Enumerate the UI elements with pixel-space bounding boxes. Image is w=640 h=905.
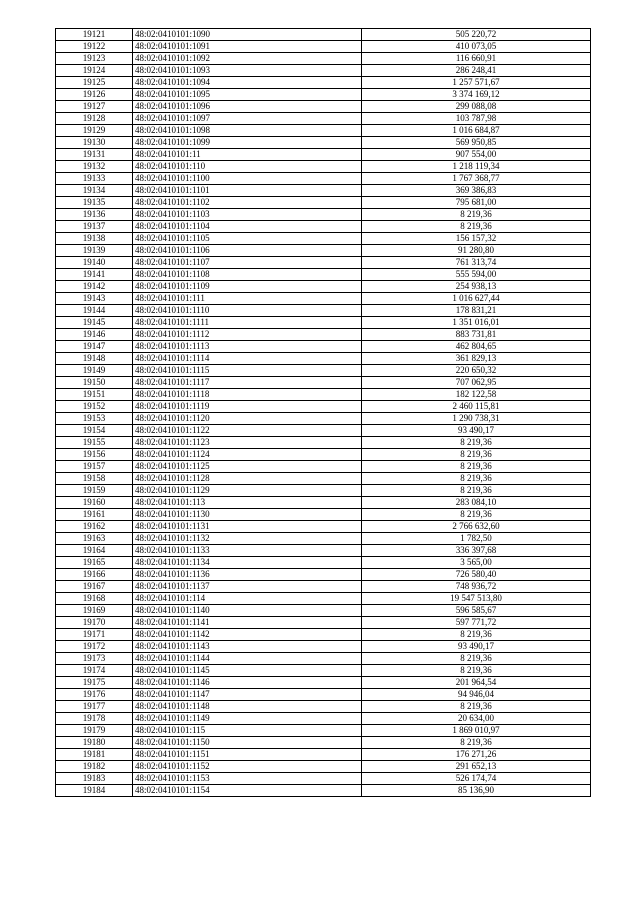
cadastral-number-cell: 48:02:0410101:1146	[133, 677, 362, 689]
cadastral-value-cell: 8 219,36	[362, 461, 591, 473]
cadastral-number-cell: 48:02:0410101:1104	[133, 221, 362, 233]
row-number-cell: 19153	[56, 413, 133, 425]
cadastral-number-cell: 48:02:0410101:1095	[133, 89, 362, 101]
row-number-cell: 19174	[56, 665, 133, 677]
row-number-cell: 19167	[56, 581, 133, 593]
table-row	[56, 701, 591, 713]
table-row	[56, 185, 591, 197]
cadastral-number-cell: 48:02:0410101:1137	[133, 581, 362, 593]
row-number-cell: 19147	[56, 341, 133, 353]
table-row	[56, 65, 591, 77]
table-row	[56, 293, 591, 305]
row-number-cell: 19182	[56, 761, 133, 773]
row-number-cell: 19138	[56, 233, 133, 245]
table-row	[56, 389, 591, 401]
cadastral-number-cell: 48:02:0410101:1152	[133, 761, 362, 773]
table-row	[56, 737, 591, 749]
row-number-cell: 19137	[56, 221, 133, 233]
cadastral-value-cell: 761 313,74	[362, 257, 591, 269]
cadastral-value-cell: 505 220,72	[362, 29, 591, 41]
table-row	[56, 605, 591, 617]
cadastral-value-cell: 20 634,00	[362, 713, 591, 725]
cadastral-number-cell: 48:02:0410101:1090	[133, 29, 362, 41]
cadastral-number-cell: 48:02:0410101:1108	[133, 269, 362, 281]
row-number-cell: 19169	[56, 605, 133, 617]
row-number-cell: 19178	[56, 713, 133, 725]
cadastral-number-cell: 48:02:0410101:1149	[133, 713, 362, 725]
cadastral-number-cell: 48:02:0410101:1094	[133, 77, 362, 89]
row-number-cell: 19143	[56, 293, 133, 305]
cadastral-number-cell: 48:02:0410101:1153	[133, 773, 362, 785]
table-row	[56, 725, 591, 737]
row-number-cell: 19130	[56, 137, 133, 149]
table-row	[56, 221, 591, 233]
table-row	[56, 785, 591, 797]
cadastral-value-cell: 8 219,36	[362, 629, 591, 641]
cadastral-number-cell: 48:02:0410101:1107	[133, 257, 362, 269]
table-row	[56, 545, 591, 557]
row-number-cell: 19141	[56, 269, 133, 281]
row-number-cell: 19135	[56, 197, 133, 209]
table-row	[56, 437, 591, 449]
cadastral-number-cell: 48:02:0410101:1141	[133, 617, 362, 629]
cadastral-number-cell: 48:02:0410101:1136	[133, 569, 362, 581]
row-number-cell: 19121	[56, 29, 133, 41]
cadastral-value-cell: 883 731,81	[362, 329, 591, 341]
cadastral-value-cell: 3 565,00	[362, 557, 591, 569]
cadastral-number-cell: 48:02:0410101:1101	[133, 185, 362, 197]
cadastral-value-cell: 8 219,36	[362, 221, 591, 233]
table-row	[56, 713, 591, 725]
cadastral-value-cell: 8 219,36	[362, 737, 591, 749]
cadastral-number-cell: 48:02:0410101:1113	[133, 341, 362, 353]
table-row	[56, 761, 591, 773]
cadastral-value-cell: 555 594,00	[362, 269, 591, 281]
cadastral-value-cell: 707 062,95	[362, 377, 591, 389]
row-number-cell: 19126	[56, 89, 133, 101]
row-number-cell: 19142	[56, 281, 133, 293]
row-number-cell: 19132	[56, 161, 133, 173]
cadastral-number-cell: 48:02:0410101:1103	[133, 209, 362, 221]
table-row	[56, 137, 591, 149]
row-number-cell: 19181	[56, 749, 133, 761]
row-number-cell: 19140	[56, 257, 133, 269]
cadastral-value-cell: 3 374 169,12	[362, 89, 591, 101]
table-row	[56, 197, 591, 209]
cadastral-number-cell: 48:02:0410101:1145	[133, 665, 362, 677]
cadastral-number-cell: 48:02:0410101:1119	[133, 401, 362, 413]
row-number-cell: 19166	[56, 569, 133, 581]
row-number-cell: 19151	[56, 389, 133, 401]
cadastral-number-cell: 48:02:0410101:1129	[133, 485, 362, 497]
cadastral-value-cell: 8 219,36	[362, 209, 591, 221]
cadastral-number-cell: 48:02:0410101:1143	[133, 641, 362, 653]
cadastral-number-cell: 48:02:0410101:1118	[133, 389, 362, 401]
cadastral-value-cell: 369 386,83	[362, 185, 591, 197]
cadastral-value-cell: 8 219,36	[362, 449, 591, 461]
cadastral-number-cell: 48:02:0410101:115	[133, 725, 362, 737]
cadastral-number-cell: 48:02:0410101:1140	[133, 605, 362, 617]
table-row	[56, 449, 591, 461]
row-number-cell: 19179	[56, 725, 133, 737]
row-number-cell: 19158	[56, 473, 133, 485]
row-number-cell: 19170	[56, 617, 133, 629]
row-number-cell: 19164	[56, 545, 133, 557]
row-number-cell: 19129	[56, 125, 133, 137]
cadastral-value-cell: 283 084,10	[362, 497, 591, 509]
cadastral-number-cell: 48:02:0410101:113	[133, 497, 362, 509]
cadastral-value-cell: 8 219,36	[362, 701, 591, 713]
table-row	[56, 149, 591, 161]
cadastral-number-cell: 48:02:0410101:1148	[133, 701, 362, 713]
cadastral-number-cell: 48:02:0410101:1092	[133, 53, 362, 65]
cadastral-number-cell: 48:02:0410101:1102	[133, 197, 362, 209]
row-number-cell: 19162	[56, 521, 133, 533]
row-number-cell: 19127	[56, 101, 133, 113]
row-number-cell: 19160	[56, 497, 133, 509]
cadastral-value-cell: 748 936,72	[362, 581, 591, 593]
cadastral-value-cell: 597 771,72	[362, 617, 591, 629]
row-number-cell: 19125	[56, 77, 133, 89]
table-row	[56, 557, 591, 569]
cadastral-number-cell: 48:02:0410101:1123	[133, 437, 362, 449]
cadastral-number-cell: 48:02:0410101:1114	[133, 353, 362, 365]
cadastral-value-cell: 1 869 010,97	[362, 725, 591, 737]
cadastral-number-cell: 48:02:0410101:1150	[133, 737, 362, 749]
cadastral-value-cell: 795 681,00	[362, 197, 591, 209]
table-row	[56, 233, 591, 245]
row-number-cell: 19144	[56, 305, 133, 317]
row-number-cell: 19173	[56, 653, 133, 665]
cadastral-value-cell: 907 554,00	[362, 149, 591, 161]
row-number-cell: 19123	[56, 53, 133, 65]
table-row	[56, 281, 591, 293]
cadastral-value-cell: 178 831,21	[362, 305, 591, 317]
table-row	[56, 53, 591, 65]
table-row	[56, 245, 591, 257]
table-row	[56, 629, 591, 641]
table-row	[56, 77, 591, 89]
row-number-cell: 19168	[56, 593, 133, 605]
cadastral-number-cell: 48:02:0410101:1120	[133, 413, 362, 425]
row-number-cell: 19155	[56, 437, 133, 449]
row-number-cell: 19176	[56, 689, 133, 701]
table-row	[56, 473, 591, 485]
table-row	[56, 581, 591, 593]
cadastral-value-cell: 19 547 513,80	[362, 593, 591, 605]
cadastral-number-cell: 48:02:0410101:1093	[133, 65, 362, 77]
row-number-cell: 19134	[56, 185, 133, 197]
row-number-cell: 19157	[56, 461, 133, 473]
row-number-cell: 19165	[56, 557, 133, 569]
table-row	[56, 569, 591, 581]
cadastral-value-cell: 286 248,41	[362, 65, 591, 77]
cadastral-number-cell: 48:02:0410101:1144	[133, 653, 362, 665]
cadastral-value-cell: 94 946,04	[362, 689, 591, 701]
table-row	[56, 497, 591, 509]
table-row	[56, 425, 591, 437]
cadastral-value-cell: 1 290 738,31	[362, 413, 591, 425]
cadastral-value-cell: 254 938,13	[362, 281, 591, 293]
table-body	[56, 29, 591, 797]
table-row	[56, 773, 591, 785]
cadastral-value-cell: 8 219,36	[362, 509, 591, 521]
cadastral-number-cell: 48:02:0410101:1098	[133, 125, 362, 137]
cadastral-value-cell: 182 122,58	[362, 389, 591, 401]
row-number-cell: 19139	[56, 245, 133, 257]
row-number-cell: 19136	[56, 209, 133, 221]
cadastral-value-cell: 8 219,36	[362, 437, 591, 449]
cadastral-value-cell: 8 219,36	[362, 485, 591, 497]
cadastral-value-cell: 176 271,26	[362, 749, 591, 761]
table-row	[56, 269, 591, 281]
cadastral-value-cell: 361 829,13	[362, 353, 591, 365]
row-number-cell: 19149	[56, 365, 133, 377]
row-number-cell: 19133	[56, 173, 133, 185]
cadastral-number-cell: 48:02:0410101:1122	[133, 425, 362, 437]
table-row	[56, 305, 591, 317]
cadastral-number-cell: 48:02:0410101:1099	[133, 137, 362, 149]
cadastral-number-cell: 48:02:0410101:1132	[133, 533, 362, 545]
cadastral-number-cell: 48:02:0410101:1100	[133, 173, 362, 185]
cadastral-number-cell: 48:02:0410101:1096	[133, 101, 362, 113]
table-row	[56, 413, 591, 425]
row-number-cell: 19124	[56, 65, 133, 77]
cadastral-number-cell: 48:02:0410101:1106	[133, 245, 362, 257]
row-number-cell: 19171	[56, 629, 133, 641]
table-row	[56, 329, 591, 341]
cadastral-value-cell: 462 804,65	[362, 341, 591, 353]
table-row	[56, 509, 591, 521]
table-row	[56, 113, 591, 125]
row-number-cell: 19159	[56, 485, 133, 497]
table-row	[56, 125, 591, 137]
cadastral-number-cell: 48:02:0410101:1128	[133, 473, 362, 485]
table-row	[56, 677, 591, 689]
cadastral-value-cell: 1 351 016,01	[362, 317, 591, 329]
row-number-cell: 19177	[56, 701, 133, 713]
table-row	[56, 89, 591, 101]
table-row	[56, 377, 591, 389]
row-number-cell: 19131	[56, 149, 133, 161]
table-row	[56, 641, 591, 653]
cadastral-value-cell: 336 397,68	[362, 545, 591, 557]
table-row	[56, 653, 591, 665]
cadastral-number-cell: 48:02:0410101:1133	[133, 545, 362, 557]
cadastral-value-cell: 596 585,67	[362, 605, 591, 617]
table-row	[56, 257, 591, 269]
cadastral-number-cell: 48:02:0410101:1109	[133, 281, 362, 293]
cadastral-number-cell: 48:02:0410101:1147	[133, 689, 362, 701]
cadastral-number-cell: 48:02:0410101:1115	[133, 365, 362, 377]
row-number-cell: 19163	[56, 533, 133, 545]
cadastral-number-cell: 48:02:0410101:1124	[133, 449, 362, 461]
cadastral-value-table	[55, 28, 591, 797]
cadastral-number-cell: 48:02:0410101:1154	[133, 785, 362, 797]
cadastral-value-cell: 91 280,80	[362, 245, 591, 257]
cadastral-value-cell: 1 782,50	[362, 533, 591, 545]
cadastral-number-cell: 48:02:0410101:1111	[133, 317, 362, 329]
table-row	[56, 749, 591, 761]
table-row	[56, 173, 591, 185]
row-number-cell: 19172	[56, 641, 133, 653]
table-row	[56, 665, 591, 677]
cadastral-number-cell: 48:02:0410101:1097	[133, 113, 362, 125]
cadastral-value-cell: 93 490,17	[362, 641, 591, 653]
table-row	[56, 521, 591, 533]
cadastral-number-cell: 48:02:0410101:1110	[133, 305, 362, 317]
cadastral-value-cell: 1 016 627,44	[362, 293, 591, 305]
cadastral-number-cell: 48:02:0410101:1130	[133, 509, 362, 521]
cadastral-value-cell: 1 257 571,67	[362, 77, 591, 89]
cadastral-value-cell: 526 174,74	[362, 773, 591, 785]
cadastral-number-cell: 48:02:0410101:114	[133, 593, 362, 605]
cadastral-value-cell: 8 219,36	[362, 473, 591, 485]
row-number-cell: 19145	[56, 317, 133, 329]
table-row	[56, 689, 591, 701]
table-row	[56, 485, 591, 497]
cadastral-value-cell: 85 136,90	[362, 785, 591, 797]
table-row	[56, 461, 591, 473]
table-row	[56, 401, 591, 413]
row-number-cell: 19161	[56, 509, 133, 521]
table-row	[56, 41, 591, 53]
cadastral-value-cell: 8 219,36	[362, 653, 591, 665]
cadastral-number-cell: 48:02:0410101:111	[133, 293, 362, 305]
cadastral-value-cell: 410 073,05	[362, 41, 591, 53]
row-number-cell: 19154	[56, 425, 133, 437]
cadastral-number-cell: 48:02:0410101:1134	[133, 557, 362, 569]
row-number-cell: 19183	[56, 773, 133, 785]
table-row	[56, 29, 591, 41]
cadastral-value-cell: 93 490,17	[362, 425, 591, 437]
row-number-cell: 19128	[56, 113, 133, 125]
cadastral-number-cell: 48:02:0410101:1117	[133, 377, 362, 389]
cadastral-value-cell: 8 219,36	[362, 665, 591, 677]
cadastral-value-cell: 220 650,32	[362, 365, 591, 377]
cadastral-number-cell: 48:02:0410101:1151	[133, 749, 362, 761]
cadastral-value-cell: 291 652,13	[362, 761, 591, 773]
cadastral-value-cell: 201 964,54	[362, 677, 591, 689]
cadastral-number-cell: 48:02:0410101:1091	[133, 41, 362, 53]
table-row	[56, 161, 591, 173]
cadastral-value-cell: 116 660,91	[362, 53, 591, 65]
table-row	[56, 317, 591, 329]
table-row	[56, 341, 591, 353]
cadastral-value-cell: 726 580,40	[362, 569, 591, 581]
table-row	[56, 353, 591, 365]
cadastral-value-cell: 103 787,98	[362, 113, 591, 125]
cadastral-value-cell: 569 950,85	[362, 137, 591, 149]
row-number-cell: 19146	[56, 329, 133, 341]
table-row	[56, 365, 591, 377]
cadastral-number-cell: 48:02:0410101:1105	[133, 233, 362, 245]
cadastral-number-cell: 48:02:0410101:110	[133, 161, 362, 173]
cadastral-value-cell: 299 088,08	[362, 101, 591, 113]
cadastral-number-cell: 48:02:0410101:1125	[133, 461, 362, 473]
row-number-cell: 19152	[56, 401, 133, 413]
row-number-cell: 19175	[56, 677, 133, 689]
cadastral-number-cell: 48:02:0410101:1112	[133, 329, 362, 341]
table-row	[56, 533, 591, 545]
table-row	[56, 593, 591, 605]
row-number-cell: 19184	[56, 785, 133, 797]
cadastral-value-cell: 156 157,32	[362, 233, 591, 245]
cadastral-value-cell: 1 767 368,77	[362, 173, 591, 185]
cadastral-value-cell: 2 460 115,81	[362, 401, 591, 413]
row-number-cell: 19122	[56, 41, 133, 53]
cadastral-number-cell: 48:02:0410101:11	[133, 149, 362, 161]
row-number-cell: 19180	[56, 737, 133, 749]
cadastral-value-cell: 1 218 119,34	[362, 161, 591, 173]
row-number-cell: 19156	[56, 449, 133, 461]
cadastral-value-cell: 1 016 684,87	[362, 125, 591, 137]
cadastral-value-cell: 2 766 632,60	[362, 521, 591, 533]
cadastral-number-cell: 48:02:0410101:1131	[133, 521, 362, 533]
row-number-cell: 19148	[56, 353, 133, 365]
table-row	[56, 209, 591, 221]
cadastral-number-cell: 48:02:0410101:1142	[133, 629, 362, 641]
row-number-cell: 19150	[56, 377, 133, 389]
table-row	[56, 101, 591, 113]
table-row	[56, 617, 591, 629]
